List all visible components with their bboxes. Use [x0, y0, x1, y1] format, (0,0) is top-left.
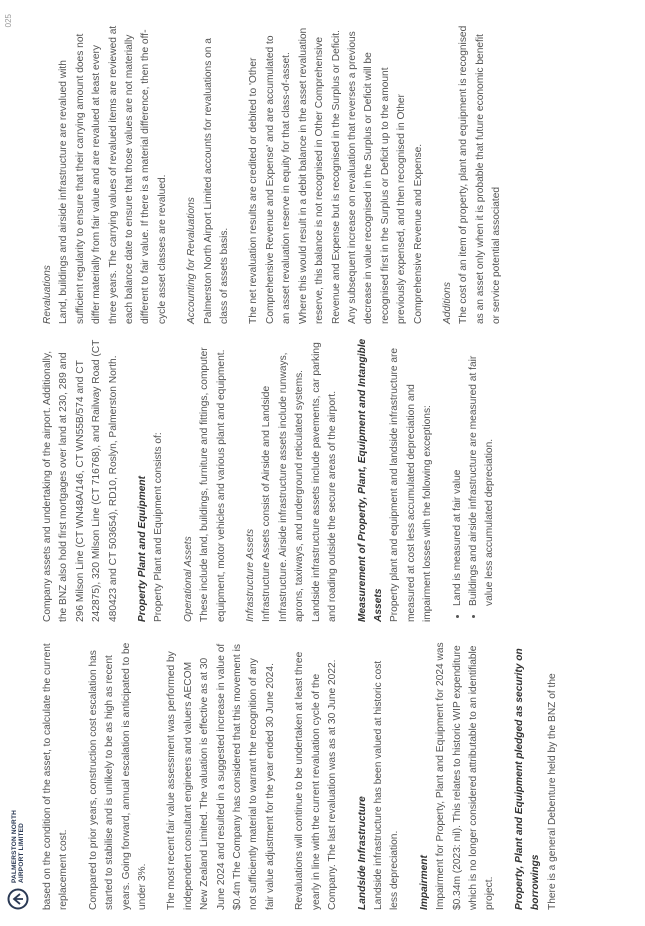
logo-line-2: AIRPORT LIMITED	[18, 822, 25, 883]
exceptions-list	[450, 336, 499, 622]
paragraph: The cost of an item of property, plant and equipment is recognised as an asset only when it is probable that future economic benefit or service potential associated	[458, 25, 503, 324]
paragraph: The most recent fair value assessment was performed by independent consultant engineers and valuers AECOM New Zealand Limited. The valuation is effective as at 30 June 2024 and resulted in a suggested increase in value of $0.4m The Company has considered that this movement is not sufficiently material to warrant the recognition of any fair value adjustment for the year ended 30 June 2024.	[166, 643, 276, 910]
paragraph: Landside infrastructure has been valued at historic cost less depreciation.	[372, 660, 401, 910]
paragraph: Impairment for Property, Plant and Equipment for 2024 was $0.34m (2023: nil). This relates to historic WIP expenditure which is no longer considered attributable to an identifiable project.	[435, 642, 496, 910]
company-logo	[5, 810, 31, 910]
subsection-heading: Operational Assets	[182, 536, 194, 622]
list-item: • Buildings and airside infrastructure are measured at fair value less accumulated depreciation.	[466, 336, 499, 606]
column-1	[40, 642, 574, 910]
section-heading: Property Plant and Equipment	[137, 475, 149, 622]
page-number: 025	[4, 14, 13, 28]
section-heading: Impairment	[418, 855, 430, 910]
subsection-heading: Revaluations	[42, 265, 53, 324]
paragraph: Palmerston North Airport Limited accounts for revaluations on a class of assets basis.	[202, 38, 231, 324]
logo-line-1: PALMERSTON NORTH	[11, 809, 18, 883]
paragraph: Infrastructure Assets consist of Airside and Landside Infrastructure. Airside infrastructure assets include runways, aprons, taxiways, and underground reticulated systems. Landside infrastructure assets include pavements, car parking and roading outside the secure areas of the airport.	[261, 342, 339, 622]
paragraph: Land, buildings and airside infrastructure are revalued with sufficient regularity to ensure that their carrying amount does not differ materially from fair value and are revalued at least every three years. The carrying values of revalued items are reviewed at each balance date to ensure that those values are not materially different to fair value. If there is a material difference, then the off-cycle asset classes are revalued.	[58, 25, 168, 324]
section-heading: Landside Infrastructure	[356, 796, 368, 910]
subsection-heading: Infrastructure Assets	[245, 528, 257, 622]
paragraph: There is a general Debenture held by the BNZ of the	[546, 673, 558, 910]
list-item: • Land is measured at fair value	[450, 336, 466, 606]
paragraph: These include land, buildings, furniture and fittings, computer equipment, motor vehicles and various plant and equipment.	[199, 347, 227, 622]
section-heading: Property, Plant and Equipment pledged as security on borrowings	[513, 648, 542, 910]
airport-logo-icon	[7, 888, 29, 910]
subsection-heading: Accounting for Revaluations	[186, 197, 198, 324]
column-3	[40, 24, 519, 324]
section-heading: Measurement of Property, Plant, Equipment and Intangible Assets	[356, 338, 384, 622]
paragraph: The net revaluation results are credited or debited to 'Other Comprehensive Revenue and Expense' and are accumulated to an asset revaluation reserve in equity for that class-of-asset. Where this would result in a debit balance in the asset revaluation reserve, this balance is not recognised in Other Comprehensive Revenue and Expense but is recognised in the Surplus or Deficit. Any subsequent increase on revaluation that reverses a previous decrease in value recognised in the Surplus or Deficit will be recognised first in the Surplus or Deficit up to the amount previously expensed, and then recognised in Other Comprehensive Revenue and Expense.	[248, 27, 424, 324]
paragraph: Property Plant and Equipment consists of:	[153, 432, 165, 622]
paragraph: Company assets and undertaking of the airport. Additionally, the BNZ also hold first mortgages over land at 230, 289 and 296 Milson Line (CT WN48A/146, CT WN55B/574 and CT 242875), 320 Milson Line (CT 716768), and Railway Road (CT 480423 and CT 503654), RD10, Roslyn, Palmerston North.	[42, 339, 119, 622]
logo-text	[11, 810, 25, 883]
paragraph: Revaluations will continue to be undertaken at least three yearly in line with the current revaluation cycle of the Company. The last revaluation was as at 30 June 2022.	[294, 651, 339, 910]
subsection-heading: Additions	[441, 282, 453, 324]
paragraph: Compared to prior years, construction cost escalation has started to stabilise and is unlikely to be as high as recent years. Going forward, annual escalation is anticipated to be under 3%.	[87, 642, 149, 910]
paragraph: Property plant and equipment and landside infrastructure are measured at cost less accumulated depreciation and impairment losses with the following exceptions:	[389, 347, 434, 622]
column-2	[40, 336, 511, 622]
paragraph: based on the condition of the asset, to calculate the current replacement cost.	[42, 643, 70, 910]
